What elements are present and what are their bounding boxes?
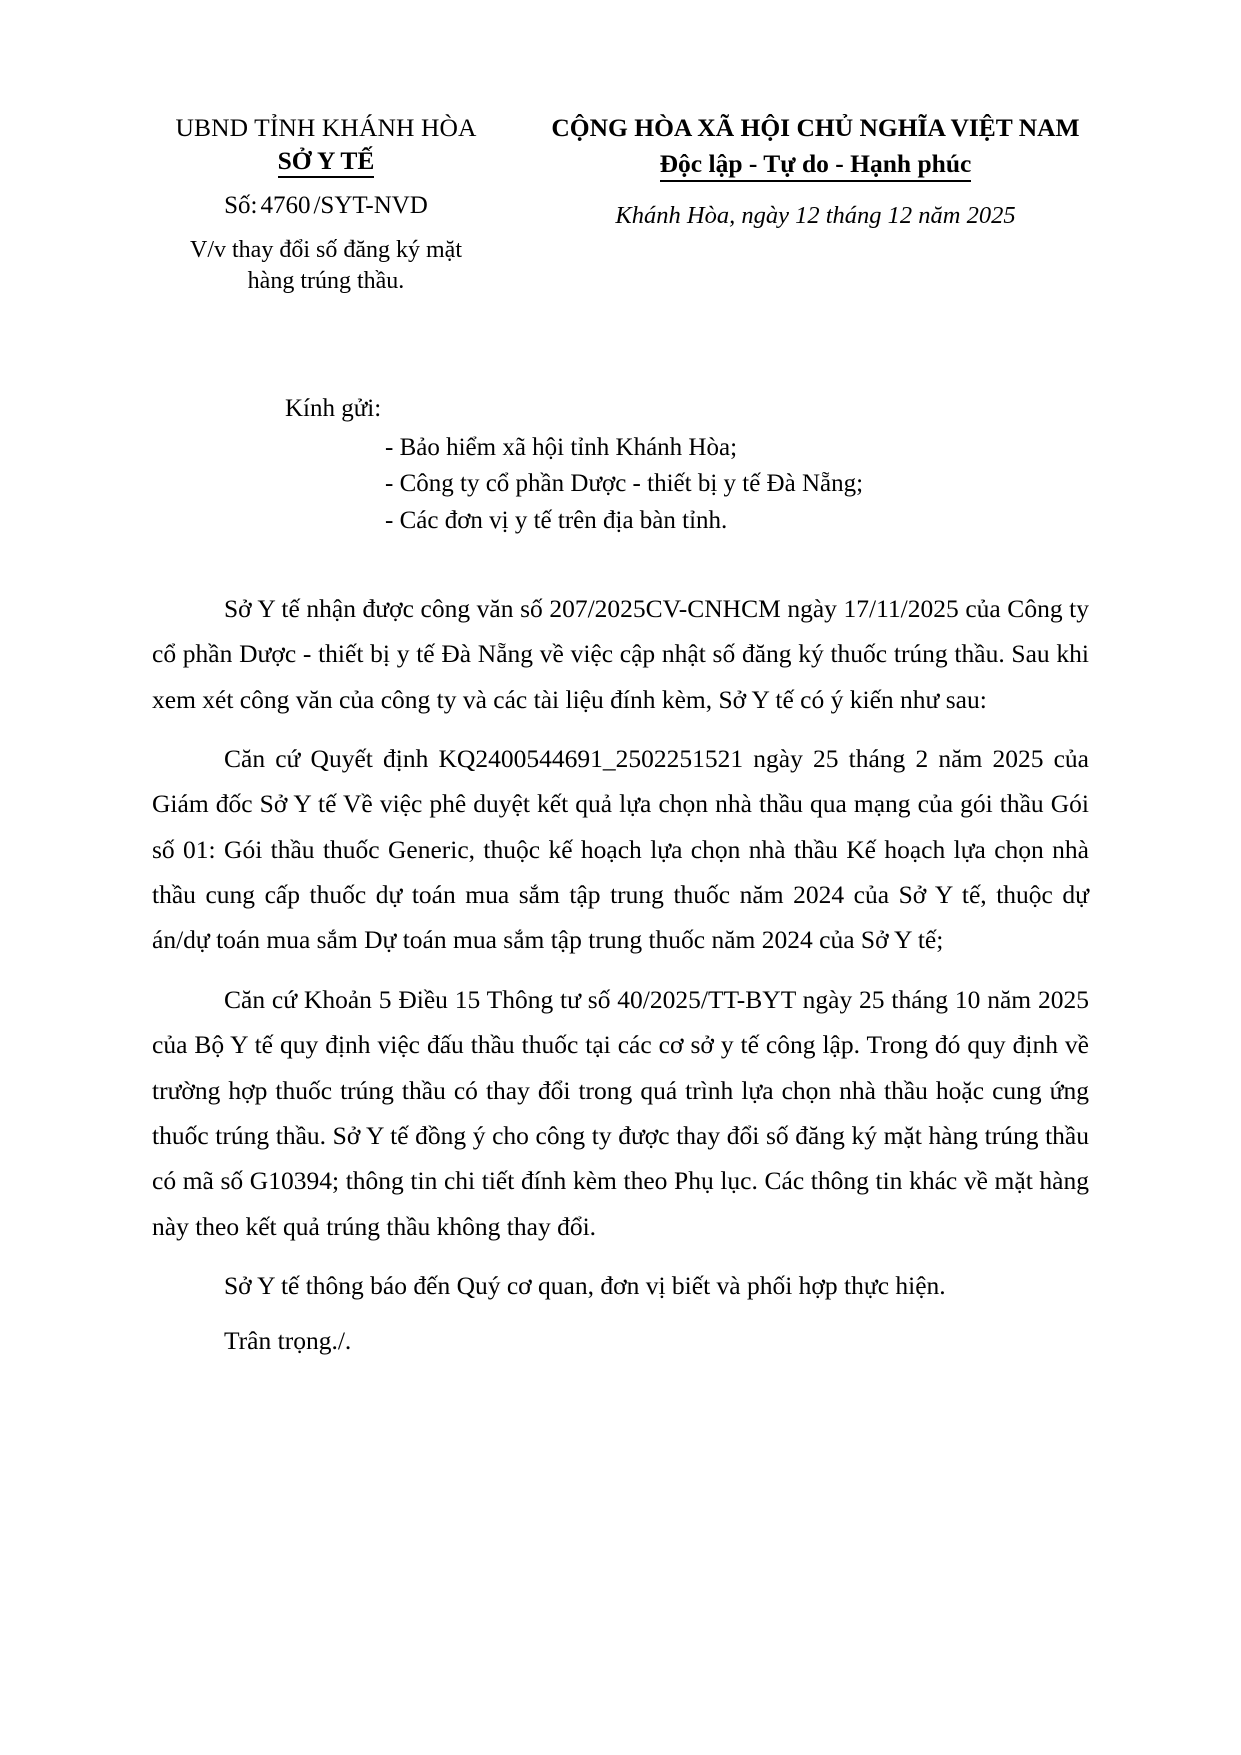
list-item: - Công ty cổ phần Dược - thiết bị y tế Đà Nẵng;: [385, 470, 864, 498]
list-item: - Bảo hiểm xã hội tỉnh Khánh Hòa;: [385, 433, 738, 461]
issuing-authority-block: [150, 112, 502, 298]
document-number-label: Số:: [224, 192, 258, 220]
national-heading-block: [502, 112, 1121, 232]
body-paragraph: Căn cứ Khoản 5 Điều 15 Thông tư số 40/2025/TT-BYT ngày 25 tháng 10 năm 2025 của Bộ Y tế quy định việc đấu thầu thuốc tại các cơ sở y tế công lập. Trong đó quy định về trường hợp thuốc trúng thầu có thay đổi trong quá trình lựa chọn nhà thầu hoặc cung ứng thuốc trúng thầu. Sở Y tế đồng ý cho công ty được thay đổi số đăng ký mặt hàng trúng thầu có mã số G10394; thông tin chi tiết đính kèm theo Phụ lục. Các thông tin khác về mặt hàng này theo kết quả trúng thầu không thay đổi.: [152, 984, 1089, 1241]
national-motto: [510, 147, 1121, 180]
document-subject-line-2: hàng trúng thầu.: [247, 268, 405, 295]
place-and-date: Khánh Hòa, ngày 12 tháng 12 năm 2025: [615, 202, 1016, 230]
document-number-value: 4760: [260, 192, 311, 220]
document-body: [0, 586, 1241, 1364]
issuing-organization-text: SỞ Y TẾ: [278, 146, 375, 178]
body-paragraph: Sở Y tế nhận được công văn số 207/2025CV-CNHCM ngày 17/11/2025 của Công ty cổ phần Dược - thiết bị y tế Đà Nẵng về việc cập nhật số đăng ký thuốc trúng thầu. Sau khi xem xét công văn của công ty và các tài liệu đính kèm, Sở Y tế có ý kiến như sau:: [152, 593, 1089, 714]
recipients-list: [285, 430, 1241, 540]
closing-paragraph: Trân trọng./.: [224, 1326, 352, 1356]
recipients-label: Kính gửi:: [285, 395, 382, 423]
national-motto-text: Độc lập - Tự do - Hạnh phúc: [660, 149, 972, 182]
body-paragraph: Sở Y tế thông báo đến Quý cơ quan, đơn vị biết và phối hợp thực hiện.: [224, 1271, 946, 1301]
body-paragraph: Căn cứ Quyết định KQ2400544691_2502251521 ngày 25 tháng 2 năm 2025 của Giám đốc Sở Y tế Về việc phê duyệt kết quả lựa chọn nhà thầu qua mạng của gói thầu Gói số 01: Gói thầu thuốc Generic, thuộc kế hoạch lựa chọn nhà thầu Kế hoạch lựa chọn nhà thầu cung cấp thuốc dự toán mua sắm tập trung thuốc năm 2024 của Sở Y tế, thuộc dự án/dự toán mua sắm Dự toán mua sắm tập trung thuốc năm 2024 của Sở Y tế;: [152, 743, 1089, 955]
national-title: CỘNG HÒA XÃ HỘI CHỦ NGHĨA VIỆT NAM: [551, 113, 1080, 142]
document-number: [150, 190, 502, 223]
recipients-block: [0, 390, 1241, 540]
document-subject-line-1: V/v thay đổi số đăng ký mặt: [190, 236, 462, 263]
document-header: [0, 0, 1241, 298]
list-item: - Các đơn vị y tế trên địa bàn tỉnh.: [385, 507, 728, 535]
parent-organization-name: UBND TỈNH KHÁNH HÒA: [175, 113, 477, 142]
issuing-organization-name: [150, 144, 502, 177]
document-subject: [150, 235, 502, 298]
document-number-suffix: /SYT-NVD: [313, 192, 428, 220]
